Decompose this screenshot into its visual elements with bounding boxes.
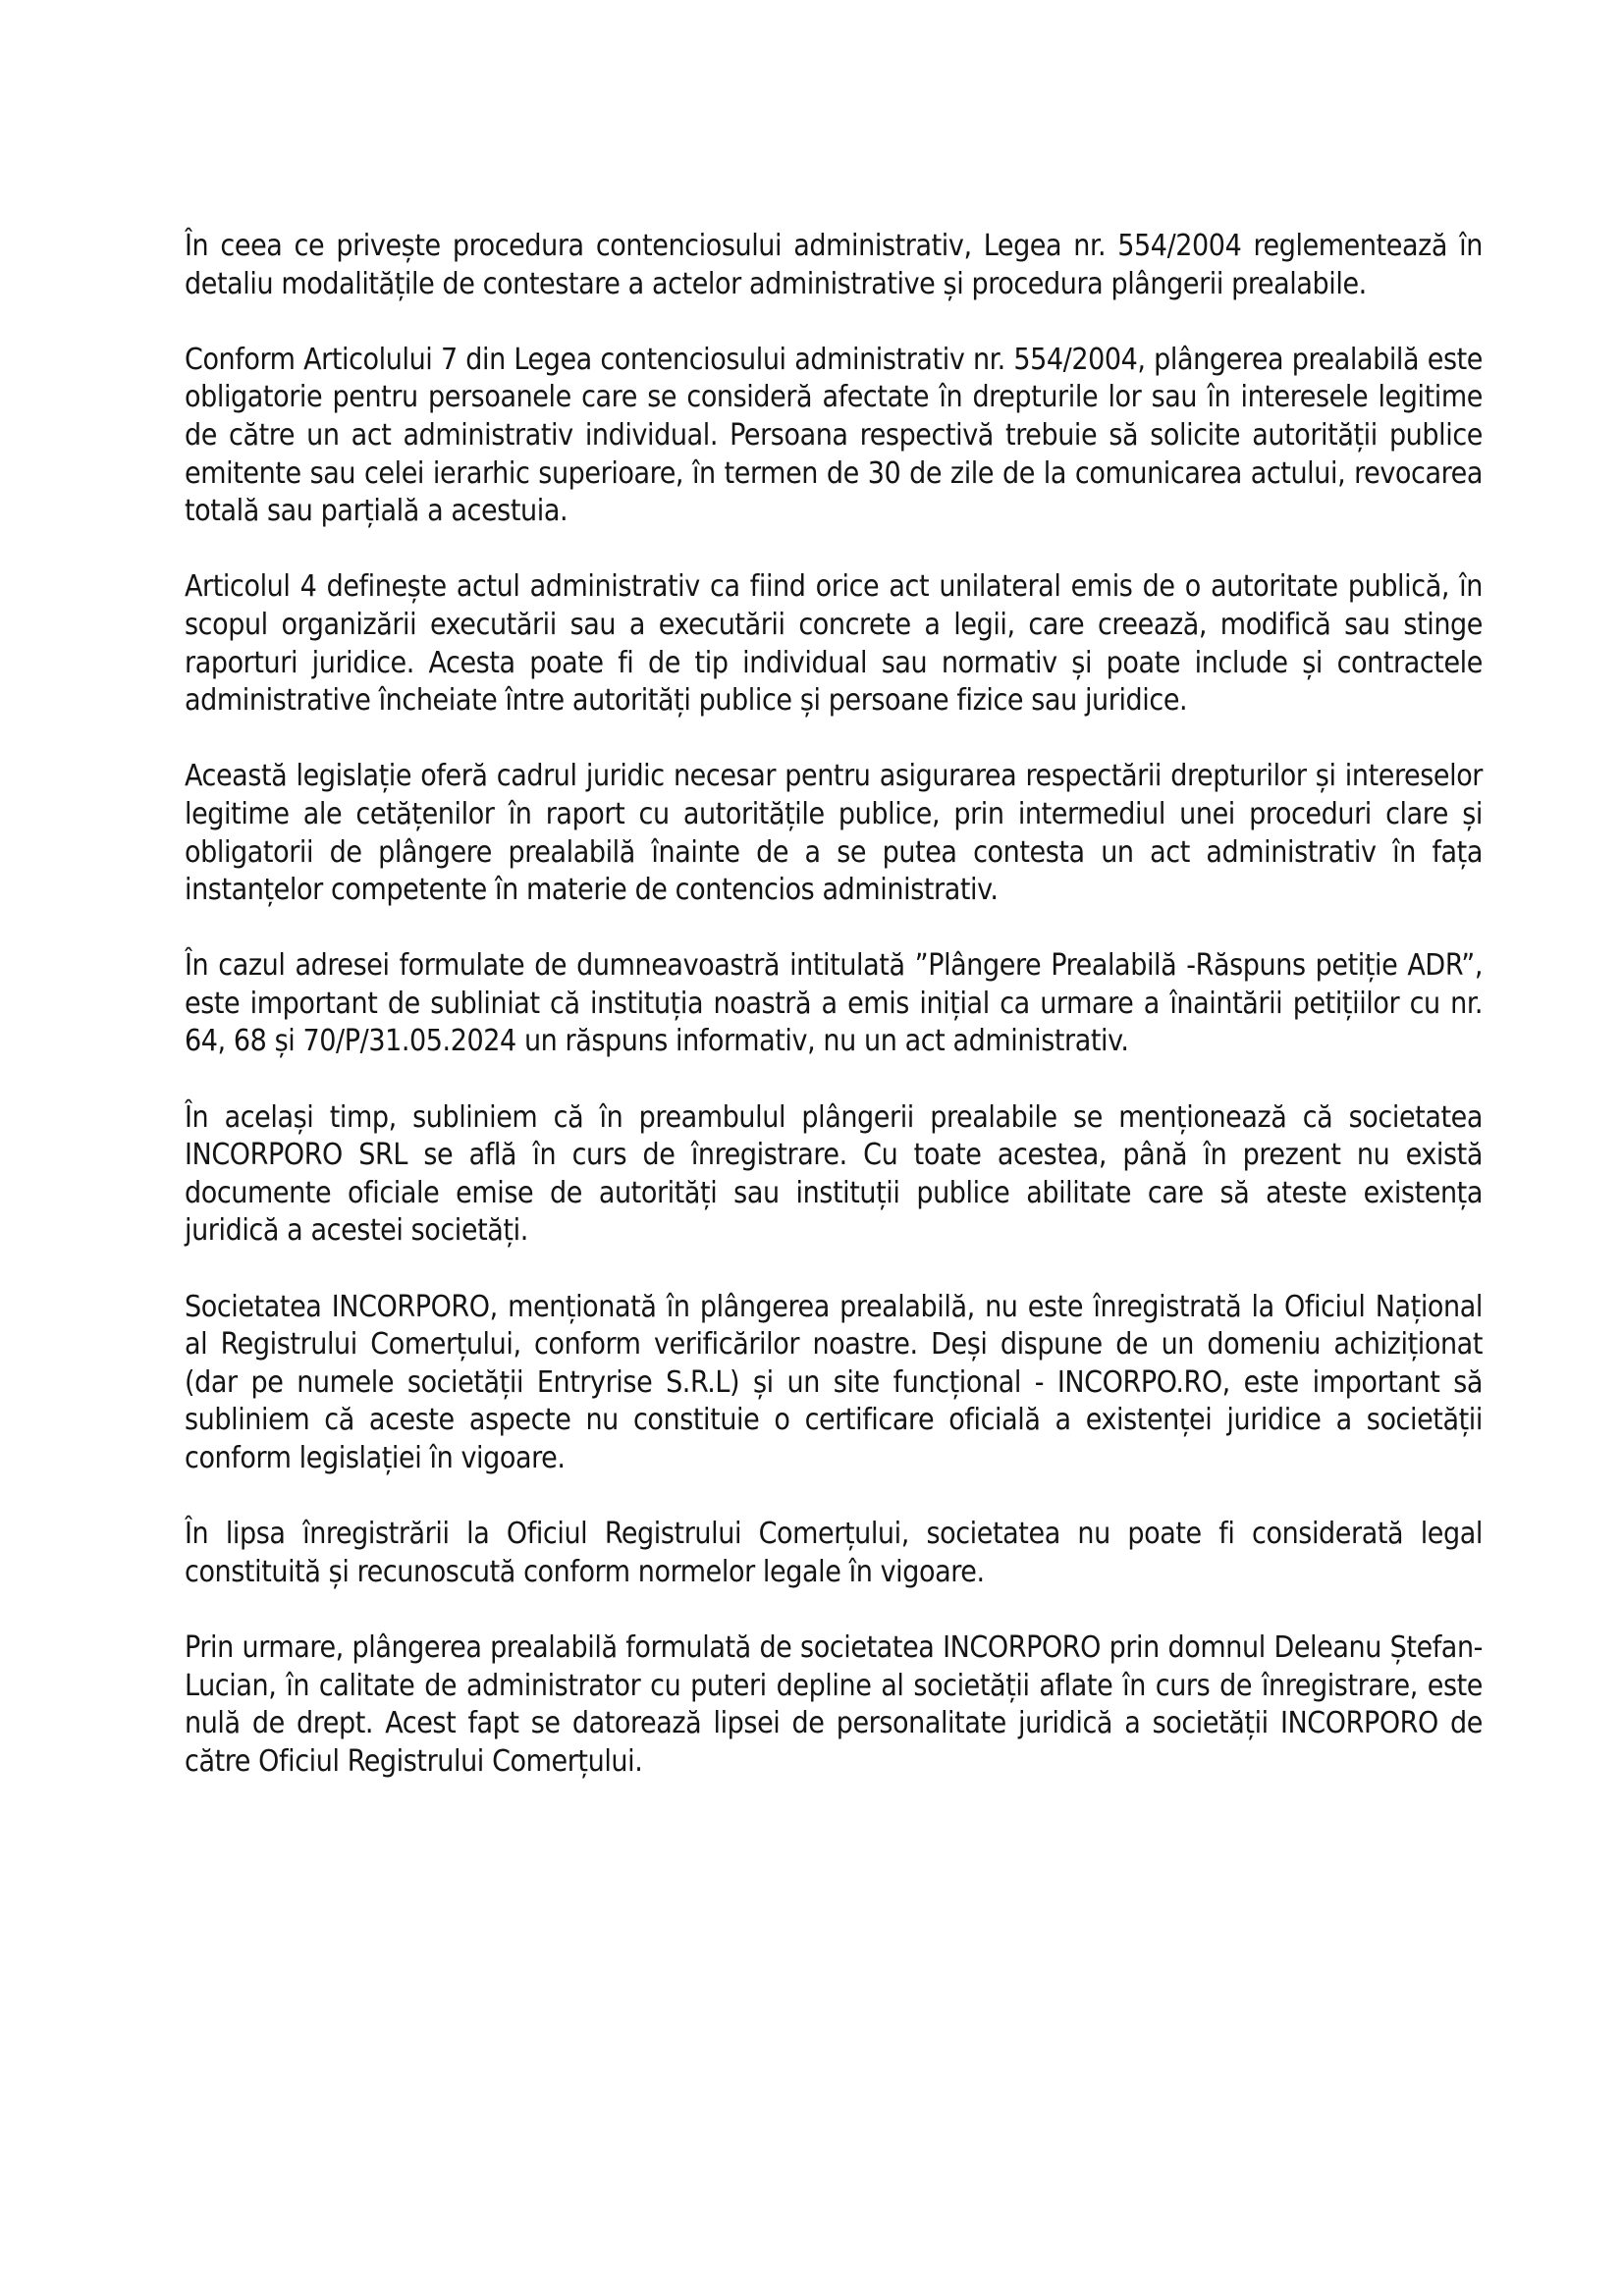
- paragraph-legal-constitution: În lipsa înregistrării la Oficiul Registrului Comerțului, societatea nu poate fi considerată legal constituită și recunoscută conform normelor legale în vigoare.: [185, 1517, 1483, 1589]
- paragraph-legal-framework: Această legislație oferă cadrul juridic necesar pentru asigurarea respectării drepturilor și intereselor legitime ale cetățenilor în raport cu autoritățile publice, prin intermediul unei proceduri clare și obligatorii de plângere prealabilă înainte de a se putea contesta un act administrativ în fața instanțelor competente în materie de contencios administrativ.: [185, 759, 1483, 908]
- paragraph-registration-status: În același timp, subliniem că în preambulul plângerii prealabile se menționează că societatea INCORPORO SRL se află în curs de înregistrare. Cu toate acestea, până în prezent nu există documente oficiale emise de autorități sau instituții publice abilitate care să ateste existența juridică a acestei societăți.: [185, 1099, 1483, 1249]
- paragraph-conclusion: Prin urmare, plângerea prealabilă formulată de societatea INCORPORO prin domnul Deleanu Ștefan-Lucian, în calitate de administrator cu puteri depline al societății aflate în curs de înregistrare, este nulă de drept. Acest fapt se datorează lipsei de personalitate juridică a societății INCORPORO de către Oficiul Registrului Comerțului.: [185, 1629, 1483, 1779]
- paragraph-adr-petition: În cazul adresei formulate de dumneavoastră intitulată ”Plângere Prealabilă -Răspuns petiție ADR”, este important de subliniat că instituția noastră a emis inițial ca urmare a înaintării petițiilor cu nr. 64, 68 și 70/P/31.05.2024 un răspuns informativ, nu un act administrativ.: [185, 948, 1483, 1059]
- paragraph-article-4: Articolul 4 definește actul administrativ ca fiind orice act unilateral emis de o autoritate publică, în scopul organizării executării sau a executării concrete a legii, care creează, modifică sau stinge raporturi juridice. Acesta poate fi de tip individual sau normativ și poate include și contractele administrative încheiate între autorități publice și persoane fizice sau juridice.: [185, 569, 1483, 719]
- paragraph-contencios-procedure: În ceea ce privește procedura contenciosului administrativ, Legea nr. 554/2004 reglementează în detaliu modalitățile de contestare a actelor administrative și procedura plângerii prealabile.: [185, 229, 1483, 301]
- paragraph-article-7: Conform Articolului 7 din Legea contenciosului administrativ nr. 554/2004, plângerea prealabilă este obligatorie pentru persoanele care se consideră afectate în drepturile lor sau în interesele legitime de către un act administrativ individual. Persoana respectivă trebuie să solicite autorității publice emitente sau celei ierarhic superioare, în termen de 30 de zile de la comunicarea actului, revocarea totală sau parțială a acestuia.: [185, 342, 1483, 529]
- paragraph-incorporo-verification: Societatea INCORPORO, menționată în plângerea prealabilă, nu este înregistrată la Oficiul Național al Registrului Comerțului, conform verificărilor noastre. Deși dispune de un domeniu achiziționat (dar pe numele societății Entryrise S.R.L) și un site funcțional - INCORPO.RO, este important să subliniem că aceste aspecte nu constituie o certificare oficială a existenței juridice a societății conform legislației în vigoare.: [185, 1289, 1483, 1475]
- document-page: [185, 228, 1483, 1781]
